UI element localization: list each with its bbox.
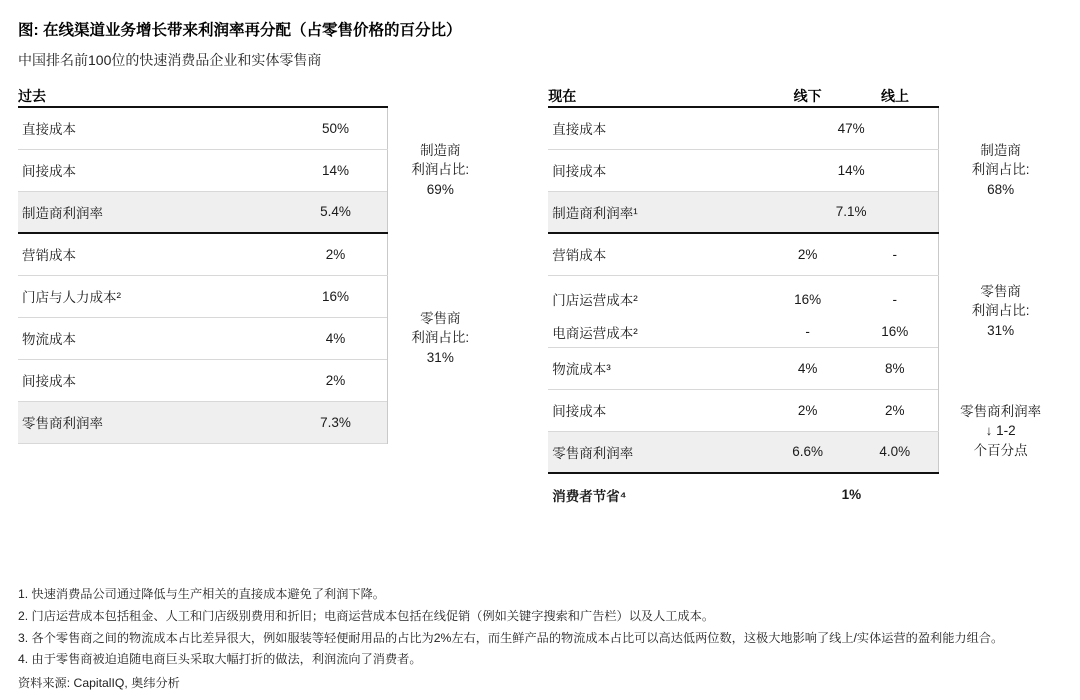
footnote-2: 2. 门店运营成本包括租金、人工和门店级别费用和折旧；电商运营成本包括在线促销（例如关键字搜索和广告栏）以及人工成本。 [18,608,715,623]
past-table [18,86,492,444]
row-label: 制造商利润率 [18,191,284,233]
row-label: 零售商利润率 [18,401,284,443]
row-label: 物流成本³ [548,347,764,389]
row-value: 7.1% [764,191,939,233]
table-row-savings [548,473,1062,515]
present-panel [548,86,1062,515]
group-manufacturer-present [939,107,1062,233]
present-header-row [548,86,1062,107]
row-value-online: 2% [851,389,938,431]
row-value-online: - [892,291,897,307]
row-value-offline: - [764,317,851,347]
row-value: 5.4% [284,191,388,233]
row-value-online: 4.0% [851,431,938,473]
footnote-4: 4. 由于零售商被迫追随电商巨头采取大幅打折的做法，利润流向了消费者。 [18,652,422,667]
row-value-online: 8% [851,347,938,389]
group-manufacturer-past [388,107,492,233]
table-row [18,107,492,149]
footnote-1: 1. 快速消费品公司通过降低与生产相关的直接成本避免了利润下降。 [18,587,385,602]
group-line2: 利润占比: [971,162,1030,178]
page-subtitle: 中国排名前100位的快速消费品企业和实体零售商 [18,52,322,68]
group-line3: 个百分点 [973,442,1028,458]
row-label: 间接成本 [548,389,764,431]
row-value: 2% [284,359,388,401]
group-line2: ↓ 1-2 [985,423,1016,439]
row-value-online: 16% [851,317,938,347]
group-line2: 利润占比: [411,330,470,346]
row-label: 门店与人力成本² [18,275,284,317]
row-value: 2% [284,233,388,275]
row-label: 直接成本 [18,107,284,149]
table-row [18,233,492,275]
present-header-label: 现在 [548,86,764,107]
group-value: 68% [987,181,1015,197]
group-line1: 制造商 [980,142,1021,158]
group-line1: 零售商 [980,283,1021,299]
group-value: 31% [987,322,1015,338]
row-value: 14% [284,149,388,191]
row-label: 零售商利润率 [548,431,764,473]
row-label: 物流成本 [18,317,284,359]
row-label: 营销成本 [18,233,284,275]
row-label: 营销成本 [548,233,764,275]
group-line2: 利润占比: [971,303,1030,319]
row-label: 电商运营成本² [548,317,764,347]
row-value-offline: 2% [764,233,851,275]
group-line1: 制造商 [420,142,461,158]
source-line: 资料来源: CapitalIQ, 奥纬分析 [18,676,180,691]
row-label: 制造商利润率¹ [548,191,764,233]
row-label: 消费者节省⁴ [552,488,627,504]
page-title: 图: 在线渠道业务增长带来利润率再分配（占零售价格的百分比） [18,22,462,39]
present-table [548,86,1062,515]
row-label: 间接成本 [18,359,284,401]
row-value-offline: 16% [794,291,822,307]
row-value: 50% [284,107,388,149]
row-value: 16% [284,275,388,317]
row-label: 间接成本 [18,149,284,191]
row-value: 47% [764,107,939,149]
row-value-offline: 4% [764,347,851,389]
group-retailer-past [388,233,492,443]
group-line1: 零售商 [420,310,461,326]
table-row [548,233,1062,275]
group-line2: 利润占比: [411,162,470,178]
past-header-row [18,86,492,107]
footnote-3: 3. 各个零售商之间的物流成本占比差异很大，例如服装等轻便耐用品的占比为2%左右，而生鲜产品的物流成本占比可以高达低两位数，这极大地影响了线上/实体运营的盈利能力组合。 [18,630,1004,645]
table-row [548,107,1062,149]
row-label: 门店运营成本² [552,293,638,309]
present-header-offline: 线下 [764,86,851,107]
row-value-offline: 6.6% [764,431,851,473]
past-panel [18,86,492,444]
group-line1: 零售商利润率 [960,403,1042,419]
row-value: 4% [284,317,388,359]
footnotes [18,585,1062,694]
group-value: 69% [426,181,454,197]
row-value: 1% [841,487,862,502]
group-retailer-delta [939,389,1062,473]
row-label: 间接成本 [548,149,764,191]
row-value-online: - [851,233,938,275]
row-value: 14% [764,149,939,191]
group-value: 31% [426,349,454,365]
group-retailer-present [939,233,1062,389]
past-header-label: 过去 [18,86,284,107]
present-header-online: 线上 [851,86,938,107]
row-value: 7.3% [284,401,388,443]
tables-container [18,86,1062,515]
table-row [548,389,1062,431]
row-value-offline: 2% [764,389,851,431]
row-label: 直接成本 [548,107,764,149]
